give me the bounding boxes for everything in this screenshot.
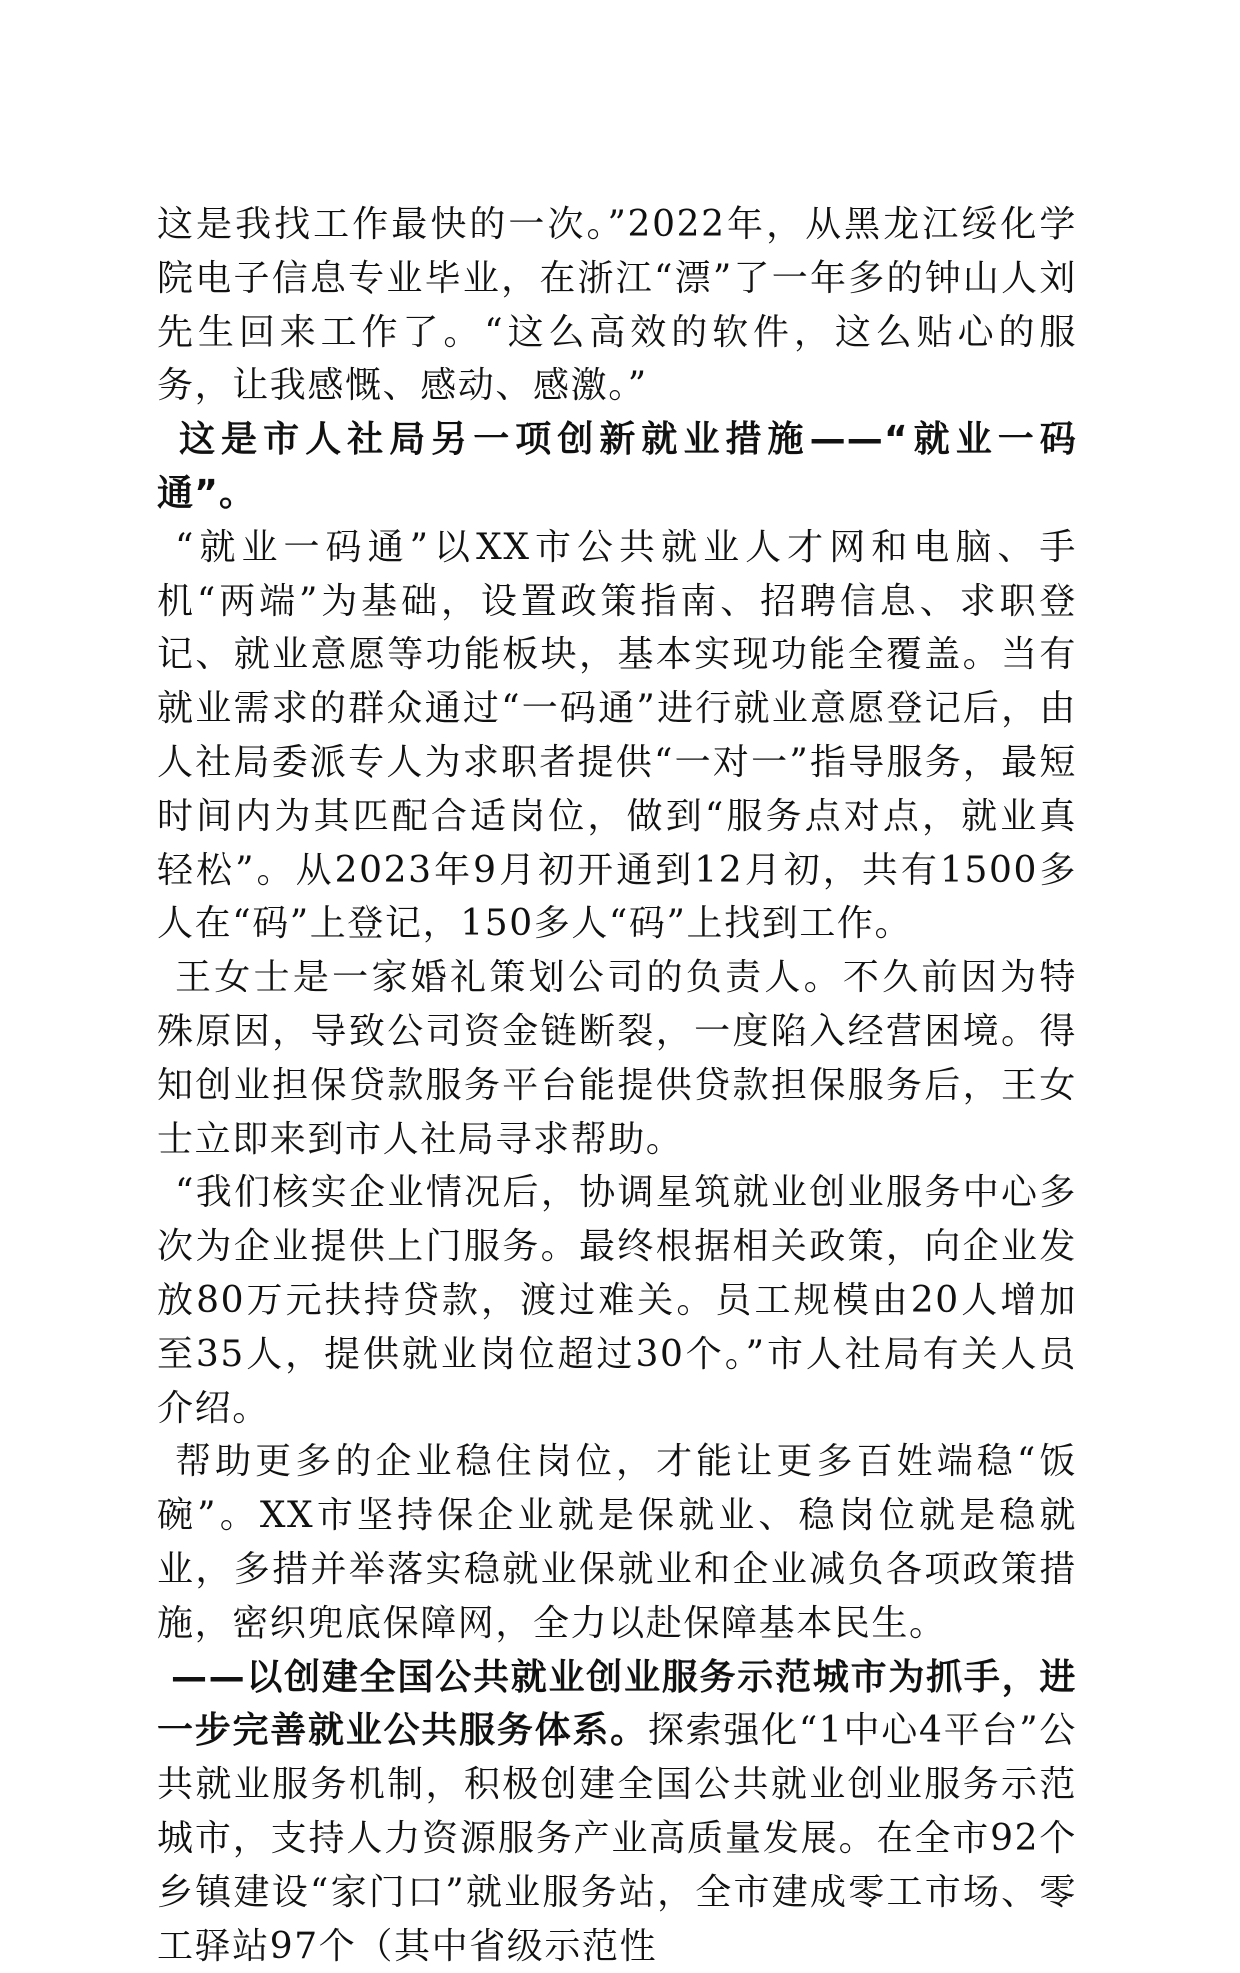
- paragraph-liu-quote: 这是我找工作最快的一次。”2022年，从黑龙江绥化学院电子信息专业毕业，在浙江“漂”了一年多的钟山人刘先生回来工作了。“这么高效的软件，这么贴心的服务，让我感慨、感动、感激。”: [157, 204, 1077, 407]
- paragraph-ms-wang: 王女士是一家婚礼策划公司的负责人。不久前因为特殊原因，导致公司资金链断裂，一度陷入经营困境。得知创业担保贷款服务平台能提供贷款担保服务后，王女士立即来到市人社局寻求帮助。: [157, 957, 1077, 1160]
- paragraph-demonstration-city: [157, 1651, 1077, 1973]
- paragraph-bureau-quote: “我们核实企业情况后，协调星筑就业创业服务中心多次为企业提供上门服务。最终根据相关政策，向企业发放80万元扶持贷款，渡过难关。员工规模由20人增加至35人，提供就业岗位超过30个。”市人社局有关人员介绍。: [157, 1172, 1077, 1429]
- paragraph-stabilize-jobs: 帮助更多的企业稳住岗位，才能让更多百姓端稳“饭碗”。XX市坚持保企业就是保就业、稳岗位就是稳就业，多措并举落实稳就业保就业和企业减负各项政策措施，密织兜底保障网，全力以赴保障基本民生。: [157, 1441, 1077, 1644]
- topic-body-text: 探索强化“1中心4平台”公共就业服务机制，积极创建全国公共就业创业服务示范城市，支持人力资源服务产业高质量发展。在全市92个乡镇建设“家门口”就业服务站，全市建成零工市场、零工驿站97个（其中省级示范性: [157, 1710, 1077, 1967]
- paragraph-one-code-description: “就业一码通”以XX市公共就业人才网和电脑、手机“两端”为基础，设置政策指南、招聘信息、求职登记、就业意愿等功能板块，基本实现功能全覆盖。当有就业需求的群众通过“一码通”进行就业意愿登记后，由人社局委派专人为求职者提供“一对一”指导服务，最短时间内为其匹配合适岗位，做到“服务点对点，就业真轻松”。从2023年9月初开通到12月初，共有1500多人在“码”上登记，150多人“码”上找到工作。: [157, 526, 1077, 945]
- topic-lead-sentence: ——以创建全国公共就业创业服务示范城市为抓手，进一步完善就业公共服务体系。: [157, 1656, 1077, 1752]
- section-heading-one-code: 这是市人社局另一项创新就业措施——“就业一码通”。: [157, 419, 1077, 514]
- document-page: [157, 198, 1077, 1973]
